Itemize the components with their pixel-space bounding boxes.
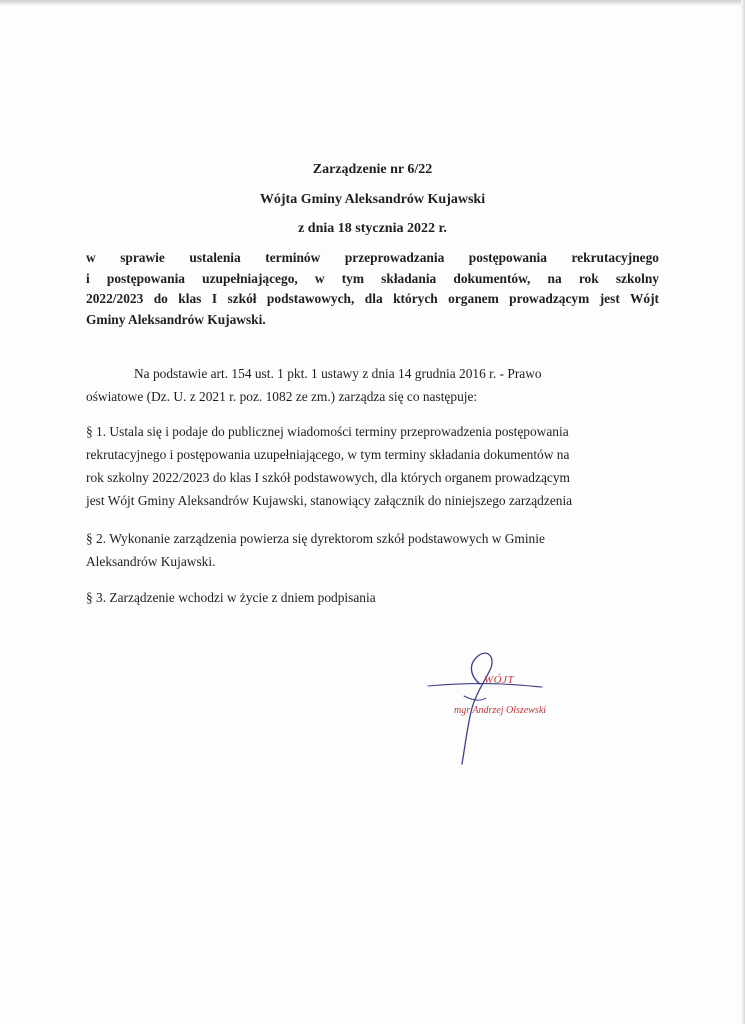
document-issuer: Wójta Gminy Aleksandrów Kujawski <box>259 192 486 207</box>
paragraph-line: § 1. Ustala się i podaje do publicznej wiadomości terminy przeprowadzenia postępowania <box>86 424 569 439</box>
document-date: z dnia 18 stycznia 2022 r. <box>298 221 447 236</box>
signature-stamp-name: mgr Andrzej Olszewski <box>454 705 547 716</box>
document-title: Zarządzenie nr 6/22 <box>312 162 433 177</box>
subject-line: Gminy Aleksandrów Kujawski. <box>86 311 266 327</box>
paragraph-line: § 3. Zarządzenie wchodzi w życie z dniem podpisania <box>86 590 376 605</box>
section-1 <box>86 420 659 512</box>
paragraph-line: oświatowe (Dz. U. z 2021 r. poz. 1082 ze zm.) zarządza się co następuje: <box>86 389 478 404</box>
scan-edge-top <box>0 0 745 6</box>
paragraph-line: Aleksandrów Kujawski. <box>86 554 216 569</box>
section-2 <box>86 527 659 573</box>
paragraph-line: rekrutacyjnego i postępowania uzupełniającego, w tym terminy składania dokumentów na <box>86 447 570 462</box>
document-subject <box>86 248 659 330</box>
subject-line: 2022/2023 do klas I szkół podstawowych, dla których organem prowadzącym jest Wójt <box>86 291 659 306</box>
scan-edge-right <box>741 0 745 1024</box>
section-3 <box>86 586 659 609</box>
subject-line: i postępowania uzupełniającego, w tym składania dokumentów, na rok szkolny <box>86 270 659 286</box>
legal-basis-paragraph <box>86 362 659 408</box>
subject-line: w sprawie ustalenia terminów przeprowadzania postępowania rekrutacyjnego <box>86 250 659 265</box>
paragraph-line: Na podstawie art. 154 ust. 1 pkt. 1 ustawy z dnia 14 grudnia 2016 r. - Prawo <box>134 366 542 381</box>
paragraph-line: § 2. Wykonanie zarządzenia powierza się dyrektorom szkół podstawowych w Gminie <box>86 531 545 546</box>
paragraph-line: rok szkolny 2022/2023 do klas I szkół podstawowych, dla których organem prowadzącym <box>86 470 570 485</box>
signature-stamp-title: WÓJT <box>484 674 515 686</box>
paragraph-line: jest Wójt Gminy Aleksandrów Kujawski, stanowiący załącznik do niniejszego zarządzenia <box>86 493 573 508</box>
